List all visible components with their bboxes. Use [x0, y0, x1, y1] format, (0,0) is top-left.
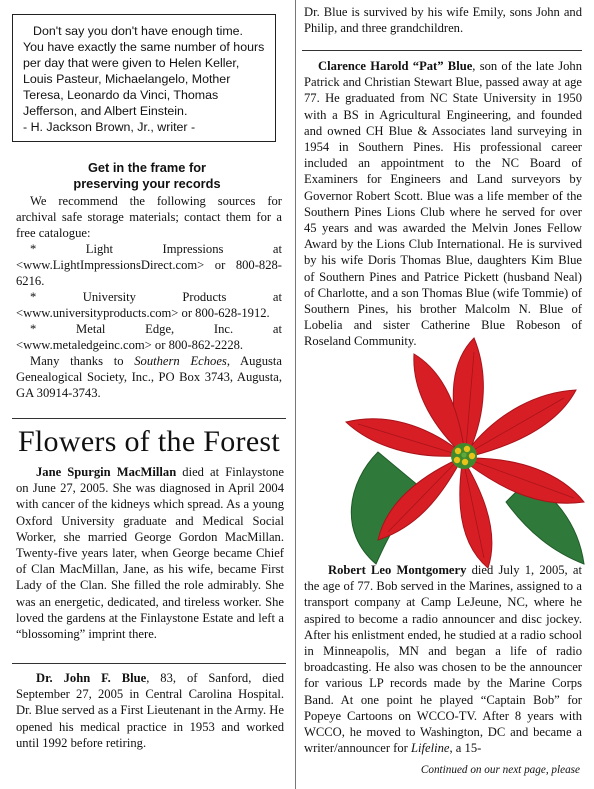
frame-body [16, 193, 282, 401]
obituary-name: Dr. John F. Blue [36, 671, 147, 685]
source-word: Edge, [145, 322, 175, 336]
obituary-divider [302, 50, 582, 51]
source-university-products [16, 289, 282, 321]
source-word: at [272, 242, 282, 256]
source-word: Metal [76, 322, 106, 336]
source-bullet: * [30, 322, 37, 336]
section-divider [12, 418, 286, 419]
thanks-pre: Many thanks to [30, 354, 135, 368]
source-contact: <www.metaledgeinc.com> or 800-862-2228. [16, 338, 244, 352]
thanks-publication: Southern Echoes [134, 354, 227, 368]
obituary-jane [16, 464, 284, 642]
source-bullet: * [30, 242, 37, 256]
obituary-text: , son of the late John Patrick and Christian Stewart Blue, passed away at age 77. He graduated from NC State University in 1950 with a BS in Agricultural Engineering, and founded and owned CH Blue & Associates land surveying in 1954 in Southern Pines. His professional career included an appointment to the NC Board of Examiners for Engineers and Land surveyors by Governor Robert Scott. Blue was a life member of the Southern Pines Lions Club where he served for over 45 years and was awarded the Melvin Jones Fellow Award by the Lions Club International. He is survived by his wife Doris Thomas Blue, daughters Kim Blue of Southern Pines and Patrice Pickett (husband Neal) of Charlotte, and a son Thomas Blue (wife Tommie) of Southern Pines, his brother Malcolm N. Blue of Lobelia and sister Catherine Blue Robeson of Roseland Community. [304, 59, 583, 349]
column-rule [295, 0, 296, 789]
poinsettia-image [338, 332, 586, 570]
obituary-text: died July 1, 2005, at the age of 77. Bob served in the Marines, assigned to a transport company at Camp LeJeune, NC, where he aspired to become a radio announcer and disc jockey. After his enlistment ended, he studied at a radio school in Minneapolis, MN and began a life of radio broadcasting. He also was chosen to be the announcer for various LP records made by the Marine Corps Band. At one point he played “Captain Bob” for Popeye Cartoons on WCCO-TV. After 8 years with WCCO, he moved to Washington, DC and became a writer/announcer for [304, 563, 583, 756]
source-light-impressions [16, 241, 282, 289]
obituary-text-end: , a 15- [449, 741, 482, 756]
source-word: University [82, 290, 136, 304]
obituary-clarence [304, 58, 582, 350]
quote-attribution: - H. Jackson Brown, Jr., writer - [23, 120, 196, 134]
quote-body: You have exactly the same number of hours per day that were given to Helen Keller, Louis Pasteur, Michaelangelo, Mother Teresa, Leonardo da Vinci, Thomas Jefferson, and Albert Einstein. [23, 40, 265, 118]
frame-heading-line2: preserving your records [73, 176, 221, 191]
program-title: Lifeline [411, 741, 450, 756]
obituary-john [16, 670, 284, 751]
source-word: at [272, 290, 282, 304]
source-word: Light [85, 242, 114, 256]
frame-thanks [16, 353, 282, 401]
source-contact: <www.LightImpressionsDirect.com> or 800-828-6216. [16, 258, 282, 288]
source-word: at [272, 322, 282, 336]
source-word: Impressions [162, 242, 224, 256]
obituary-robert [304, 562, 582, 756]
flower-center [451, 443, 477, 469]
quote-first-line: Don't say you don't have enough time. [33, 24, 243, 38]
obituary-name: Clarence Harold “Pat” Blue [318, 59, 473, 73]
continued-note: Continued on our next page, please [420, 764, 580, 776]
obituary-text: died at Finlaystone on June 27, 2005. She was diagnosed in April 2004 with cancer of the kidneys which spread. As a young Oxford University graduate and Medical Social Worker, she married George Gordon MacMillan. Twenty-five years later, when George became Chief of Clan MacMillan, Jane, as his wife, became First Lady of the Clan. She filled the role admirably. She was an energetic, dedicated, and tireless worker. She loved the gardens at the Finlaystone Estate and left a “blossoming” imprint there. [16, 465, 284, 642]
source-word: Inc. [213, 322, 234, 336]
obituary-name: Jane Spurgin MacMillan [36, 465, 177, 479]
obituary-divider [12, 663, 286, 664]
frame-heading-line1: Get in the frame for [87, 160, 207, 175]
source-bullet: * [30, 290, 37, 304]
frame-heading [12, 160, 282, 192]
obituary-john-continued: Dr. Blue is survived by his wife Emily, sons John and Philip, and three grandchildren. [304, 5, 582, 36]
source-metal-edge [16, 321, 282, 353]
thanks-post: , Augusta Genealogical Society, Inc., PO Box 3743, Augusta, GA 30914-3743. [16, 354, 282, 400]
obituary-text: , 83, of Sanford, died September 27, 2005 in Central Carolina Hospital. Dr. Blue served as a First Lieutenant in the Army. He opened his medical practice in 1953 and worked until 1992 before retiring. [16, 671, 284, 750]
section-title: Flowers of the Forest [17, 425, 281, 458]
quote-box [12, 14, 276, 142]
frame-intro: We recommend the following sources for archival safe storage materials; contact them for a free catalogue: [16, 194, 282, 240]
source-word: Products [182, 290, 227, 304]
source-contact: <www.universityproducts.com> or 800-628-1912. [16, 306, 270, 320]
obituary-name: Robert Leo Montgomery [328, 563, 467, 577]
